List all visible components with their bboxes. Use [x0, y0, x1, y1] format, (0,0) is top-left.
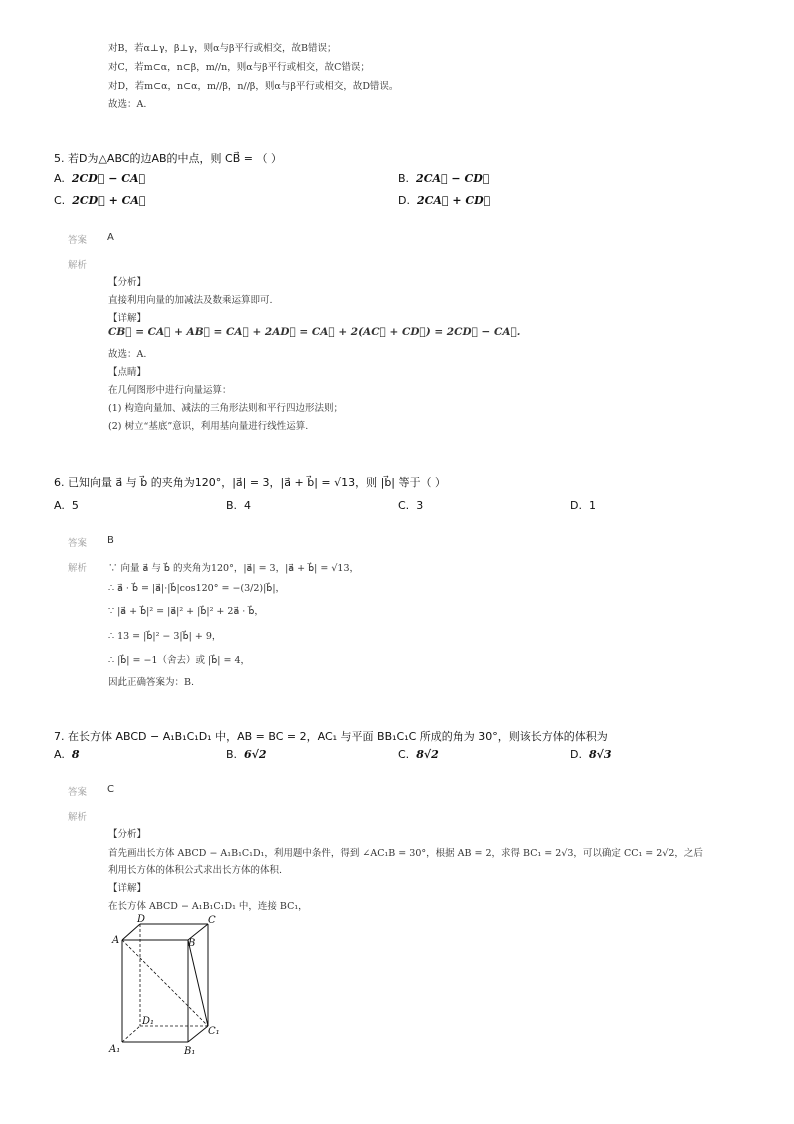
- q6-analysis-line: ∴ |b⃗| = −1（舍去）或 |b⃗| = 4，: [108, 655, 250, 666]
- q5-analysis-line: 故选：A.: [108, 349, 147, 360]
- q5-analysis-line: (2) 树立“基底”意识，利用基向量进行线性运算.: [108, 421, 309, 432]
- q5-answer: A: [107, 232, 114, 243]
- vertex-label-c1: C₁: [208, 1026, 220, 1037]
- q6-option-a: A. 5: [54, 499, 79, 512]
- q5-answer-label: 答案: [68, 235, 88, 246]
- vertex-label-b: B: [188, 938, 196, 949]
- q7-option-c: C. 8√2: [398, 748, 439, 761]
- q5-option-d: D. 2CA⃗ + CD⃗: [398, 194, 491, 207]
- q7-answer: C: [107, 784, 114, 795]
- vertex-label-d: D: [137, 914, 146, 925]
- q5-analysis-line: (1) 构造向量加、减法的三角形法则和平行四边形法则；: [108, 403, 343, 414]
- q5-analysis-formula: CB⃗ = CA⃗ + AB⃗ = CA⃗ + 2AD⃗ = CA⃗ + 2(AC⃗ + CD⃗) = 2CD⃗ − CA⃗.: [108, 326, 521, 338]
- q7-answer-label: 答案: [68, 787, 88, 798]
- q7-option-a: A. 8: [54, 748, 80, 761]
- q6-analysis-line: 因此正确答案为：B.: [108, 677, 195, 688]
- cuboid-figure: [104, 912, 234, 1060]
- q6-analysis-line: ∴ 13 = |b⃗|² − 3|b⃗| + 9，: [108, 631, 222, 642]
- vertex-label-b1: B₁: [184, 1046, 196, 1057]
- q6-analysis-label: 解析: [68, 563, 88, 574]
- q6-analysis-line: ∵ 向量 a⃗ 与 b⃗ 的夹角为120°，|a⃗| = 3，|a⃗ + b⃗| = √13，: [108, 563, 359, 574]
- vertex-label-d1: D₁: [142, 1016, 155, 1027]
- question-5-stem: 5. 若D为△ABC的边AB的中点，则 CB⃗ = （ ）: [54, 152, 282, 165]
- q6-answer: B: [107, 535, 114, 546]
- prev-solution-line: 对D，若m⊂α，n⊂α，m//β，n//β，则α与β平行或相交，故D错误。: [108, 81, 399, 92]
- q5-option-c: C. 2CD⃗ + CA⃗: [54, 194, 146, 207]
- prev-solution-line: 对C，若m⊂α，n⊂β，m//n，则α与β平行或相交，故C错误；: [108, 62, 370, 73]
- q7-analysis-line: 首先画出长方体 ABCD − A₁B₁C₁D₁，利用题中条件，得到 ∠AC₁B = 30°，根据 AB = 2，求得 BC₁ = 2√3，可以确定 CC₁ = 2√2，之后: [108, 848, 703, 859]
- q7-analysis-line: 利用长方体的体积公式求出长方体的体积.: [108, 865, 283, 876]
- q7-analysis-line: 在长方体 ABCD − A₁B₁C₁D₁ 中，连接 BC₁，: [108, 901, 308, 912]
- question-6-stem: 6. 已知向量 a⃗ 与 b⃗ 的夹角为120°，|a⃗| = 3，|a⃗ + b⃗| = √13，则 |b⃗| 等于（ ）: [54, 476, 447, 489]
- q5-analysis-line: 直接利用向量的加减法及数乘运算即可.: [108, 295, 273, 306]
- vertex-label-a: A: [112, 935, 120, 946]
- question-7-stem: 7. 在长方体 ABCD − A₁B₁C₁D₁ 中，AB = BC = 2，AC₁ 与平面 BB₁C₁C 所成的角为 30°，则该长方体的体积为: [54, 730, 608, 743]
- q7-option-b: B. 6√2: [226, 748, 267, 761]
- q7-option-d: D. 8√3: [570, 748, 612, 761]
- q6-analysis-line: ∵ |a⃗ + b⃗|² = |a⃗|² + |b⃗|² + 2a⃗ · b⃗，: [108, 606, 264, 617]
- q6-option-d: D. 1: [570, 499, 596, 512]
- q6-option-c: C. 3: [398, 499, 424, 512]
- q7-analysis-line: 【详解】: [108, 883, 147, 894]
- q5-option-a: A. 2CD⃗ − CA⃗: [54, 172, 146, 185]
- q5-option-b: B. 2CA⃗ − CD⃗: [398, 172, 490, 185]
- q7-analysis-label: 解析: [68, 812, 88, 823]
- q6-analysis-line: ∴ a⃗ · b⃗ = |a⃗|·|b⃗|cos120° = −(3/2)|b⃗|，: [108, 583, 286, 594]
- prev-solution-line: 故选：A.: [108, 99, 147, 110]
- q6-answer-label: 答案: [68, 538, 88, 549]
- prev-solution-line: 对B，若α⊥γ，β⊥γ，则α与β平行或相交，故B错误；: [108, 43, 337, 54]
- q6-option-b: B. 4: [226, 499, 252, 512]
- q5-analysis-line: 【详解】: [108, 313, 147, 324]
- vertex-label-c: C: [208, 915, 216, 926]
- q5-analysis-line: 【分析】: [108, 277, 147, 288]
- q7-analysis-line: 【分析】: [108, 829, 147, 840]
- q5-analysis-line: 【点睛】: [108, 367, 147, 378]
- q5-analysis-line: 在几何图形中进行向量运算：: [108, 385, 232, 396]
- q5-analysis-label: 解析: [68, 260, 88, 271]
- vertex-label-a1: A₁: [109, 1044, 121, 1055]
